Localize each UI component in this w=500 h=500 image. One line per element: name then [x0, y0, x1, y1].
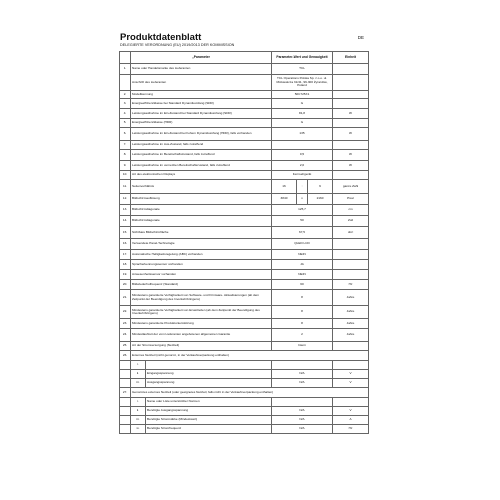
row-parameter: Art des elektronischen Displays — [131, 171, 272, 180]
row-parameter: Sichtbare Bildschirmfläche — [131, 227, 272, 239]
row-parameter: Bildwiederholfrequenz (Standard) — [131, 280, 272, 290]
table-row — [120, 150, 369, 161]
sub-parameter: Name oder Liste unterstützter Normen — [146, 398, 272, 407]
sub-number: iv. — [131, 425, 146, 434]
row-parameter: Automatische Helligkeitsregelung (ABC) vorhanden — [131, 250, 272, 260]
row-value: Intern — [272, 342, 333, 351]
sub-parameter: Ausgangsspannung — [146, 379, 272, 388]
row-value: JA — [272, 260, 333, 270]
table-row — [120, 91, 369, 99]
sub-unit: V — [333, 379, 369, 388]
sub-parameter: Eingangsspannung — [146, 370, 272, 379]
table-row — [120, 128, 369, 141]
row-number: 2. — [120, 91, 131, 99]
row-number: 10. — [120, 171, 131, 180]
table-row — [120, 290, 369, 306]
table-row — [120, 216, 369, 227]
row-number: 6. — [120, 128, 131, 141]
table-row — [120, 270, 369, 280]
row-number-empty — [120, 370, 131, 379]
row-value-b: 2160 — [308, 194, 333, 205]
table-row — [120, 260, 369, 270]
row-unit: dm² — [333, 227, 369, 239]
row-value: 125,7 — [272, 205, 333, 216]
row-number — [120, 75, 131, 91]
sub-number: ii. — [131, 370, 146, 379]
row-value: NEIN — [272, 250, 333, 260]
row-value: 50C725X1 — [272, 91, 333, 99]
row-number: 22. — [120, 306, 131, 319]
language-code: DE — [357, 35, 364, 40]
table-row — [120, 342, 369, 351]
product-data-sheet — [115, 29, 370, 475]
sub-unit — [333, 398, 369, 407]
row-parameter: Leistungsaufnahme im Bereitschaftszustand, falls zutreffend — [131, 150, 272, 161]
row-value: 8 — [272, 306, 333, 319]
row-unit — [333, 64, 369, 75]
row-value: TCL Operations Polska Sp. z o.o. ul. Mickiewicza 31/41, 96-300 Żyrardów, Poland — [272, 75, 333, 91]
sub-value: N/A — [272, 407, 333, 416]
table-row — [120, 398, 369, 407]
table-row — [120, 361, 369, 370]
row-number: 13. — [120, 205, 131, 216]
row-number-empty — [120, 416, 131, 425]
row-number: 24. — [120, 329, 131, 342]
row-parameter: Energieeffizienzklasse (HDR) — [131, 119, 272, 128]
sub-unit: V — [333, 407, 369, 416]
row-number: 14. — [120, 216, 131, 227]
table-row — [120, 205, 369, 216]
sub-number: iii. — [131, 379, 146, 388]
row-value: 81,8 — [272, 109, 333, 119]
row-unit: Hz — [333, 280, 369, 290]
row-parameter: Mindestlaufzeit der vom Lieferanten angebotenen allgemeinen Garantie — [131, 329, 272, 342]
row-value: NEIN — [272, 270, 333, 280]
row-number: 12. — [120, 194, 131, 205]
row-unit — [333, 260, 369, 270]
header-value: Parameter-Wert und Genauigkeit — [272, 52, 333, 64]
row-unit: Jahre — [333, 329, 369, 342]
table-row — [120, 141, 369, 150]
row-value-sep: : — [297, 180, 308, 194]
row-value: 0,5 — [272, 150, 333, 161]
section-row — [120, 351, 369, 361]
row-value: 135 — [272, 128, 333, 141]
sub-parameter: Benötigte Stromfrequenz — [146, 425, 272, 434]
table-row — [120, 370, 369, 379]
table-row — [120, 227, 369, 239]
row-number: 8. — [120, 150, 131, 161]
row-parameter: Leistungsaufnahme im vernetzten Bereitschaftszustand, falls zutreffend — [131, 161, 272, 171]
row-value — [272, 141, 333, 150]
header-number-cell — [120, 52, 131, 64]
row-parameter: Energieeffizienzklasse bei Standard Dynamikumfang (SDR) — [131, 99, 272, 109]
section-title: Genormtes externes Netzteil (oder geeignetes Netzteil, falls nicht in der Verkaufsverpackung enthalten) — [131, 388, 369, 398]
table-row — [120, 379, 369, 388]
row-value: G — [272, 99, 333, 109]
row-number: 1. — [120, 64, 131, 75]
row-unit: ganze Zahl — [333, 180, 369, 194]
row-number-empty — [120, 361, 131, 370]
row-unit: cm — [333, 205, 369, 216]
row-parameter: Mindestens garantierte Verfügbarkeit von Software- und Firmware- Aktualisierungen (ab dem Zeitpunkt der Beendigung des Inverkehrbringens) — [131, 290, 272, 306]
parameter-table — [119, 51, 369, 434]
table-row — [120, 194, 369, 205]
table-row — [120, 329, 369, 342]
table-row — [120, 99, 369, 109]
sub-unit: V — [333, 370, 369, 379]
row-number-empty — [120, 398, 131, 407]
row-parameter: Art der Stromversorgung (Netzteil) — [131, 342, 272, 351]
row-unit: W — [333, 128, 369, 141]
table-row — [120, 319, 369, 329]
row-parameter: Bildschirmdiagonale — [131, 216, 272, 227]
row-unit: W — [333, 150, 369, 161]
row-parameter: Mindestens garantierte Verfügbarkeit von Ersatzteilen (ab dem Zeitpunkt der Beendigung des Inverkehrbringens) — [131, 306, 272, 319]
row-number: 15. — [120, 227, 131, 239]
row-number-empty — [120, 379, 131, 388]
row-unit — [333, 119, 369, 128]
table-row — [120, 407, 369, 416]
row-parameter: Anwesenheitssensor vorhanden — [131, 270, 272, 280]
row-value: 8 — [272, 319, 333, 329]
row-value: 67,5 — [272, 227, 333, 239]
row-value: TCL — [272, 64, 333, 75]
row-parameter: Leistungsaufnahme im Aus-Zustand, falls zutreffend — [131, 141, 272, 150]
row-value: 8 — [272, 290, 333, 306]
row-value-sep: x — [297, 194, 308, 205]
table-row — [120, 119, 369, 128]
table-header-row — [120, 52, 369, 64]
row-value-a: 16 — [272, 180, 297, 194]
sub-number: ii. — [131, 407, 146, 416]
row-value: 2 — [272, 329, 333, 342]
row-parameter: Modellkennung — [131, 91, 272, 99]
row-number: 7. — [120, 141, 131, 150]
table-row — [120, 64, 369, 75]
row-unit: Pixel — [333, 194, 369, 205]
row-value: Fernsehgerät — [272, 171, 333, 180]
row-value-b: 9 — [308, 180, 333, 194]
row-number-empty — [120, 407, 131, 416]
row-number: 25. — [120, 342, 131, 351]
table-row — [120, 180, 369, 194]
row-number: 16. — [120, 239, 131, 250]
row-number: 11. — [120, 180, 131, 194]
row-value: 50 — [272, 216, 333, 227]
row-value: 2,0 — [272, 161, 333, 171]
sub-unit: A — [333, 416, 369, 425]
sub-unit: Hz — [333, 425, 369, 434]
sub-value — [272, 361, 333, 370]
row-number: 4. — [120, 109, 131, 119]
row-unit: W — [333, 109, 369, 119]
row-number-empty — [120, 425, 131, 434]
table-row — [120, 109, 369, 119]
regulation-subtitle: DELEGIERTE VERORDNUNG (EU) 2019/2013 DER KOMMISSION — [120, 43, 235, 47]
row-unit — [333, 91, 369, 99]
row-unit — [333, 141, 369, 150]
row-unit: W — [333, 161, 369, 171]
row-unit: Jahre — [333, 319, 369, 329]
sub-unit — [333, 361, 369, 370]
row-parameter: Name oder Handelsmarke des Lieferanten — [131, 64, 272, 75]
table-row — [120, 239, 369, 250]
row-number: 21. — [120, 290, 131, 306]
table-row — [120, 416, 369, 425]
sub-value — [272, 398, 333, 407]
row-number: 5. — [120, 119, 131, 128]
row-unit — [333, 99, 369, 109]
row-parameter: Bildschirmdiagonale — [131, 205, 272, 216]
row-number: 19. — [120, 270, 131, 280]
section-row — [120, 388, 369, 398]
row-parameter: Verwendete Panel-Technologie — [131, 239, 272, 250]
row-parameter: Spracherkennungssensor vorhanden — [131, 260, 272, 270]
table-row — [120, 161, 369, 171]
row-number: 17. — [120, 250, 131, 260]
row-number: 9. — [120, 161, 131, 171]
table-row — [120, 425, 369, 434]
row-unit — [333, 270, 369, 280]
row-parameter: Bildschirmauflösung — [131, 194, 272, 205]
sub-value: N/A — [272, 379, 333, 388]
table-row — [120, 250, 369, 260]
row-parameter: Leistungsaufnahme im Ein-Zustand bei Standard Dynamikumfang (SDR) — [131, 109, 272, 119]
row-parameter: Anschrift des Lieferanten — [131, 75, 272, 91]
sub-parameter: Benötigte Stromstärke (Mindestwert) — [146, 416, 272, 425]
row-unit — [333, 171, 369, 180]
sheet-title: Produktdatenblatt — [120, 32, 202, 43]
row-value: G — [272, 119, 333, 128]
row-unit — [333, 75, 369, 91]
row-number: 23. — [120, 319, 131, 329]
section-number: 26. — [120, 351, 131, 361]
row-unit: Zoll — [333, 216, 369, 227]
row-number: 3. — [120, 99, 131, 109]
table-row — [120, 306, 369, 319]
sub-parameter: Benötigte Ausgangsspannung — [146, 407, 272, 416]
header-parameter: „Parameter — [131, 52, 272, 64]
row-unit — [333, 250, 369, 260]
header-unit: Einheit — [333, 52, 369, 64]
row-parameter: Mindestens garantierte Produktunterstützung — [131, 319, 272, 329]
row-parameter: Seitenverhältnis — [131, 180, 272, 194]
row-value-a: 3840 — [272, 194, 297, 205]
row-unit: Jahre — [333, 306, 369, 319]
row-unit — [333, 239, 369, 250]
row-parameter: Leistungsaufnahme im Ein-Zustand bei hohem Dynamikumfang (HDR), falls vorhanden — [131, 128, 272, 141]
row-value: 60 — [272, 280, 333, 290]
table-row — [120, 171, 369, 180]
row-unit — [333, 342, 369, 351]
row-value: QLED LCD — [272, 239, 333, 250]
section-title: Externes Netzteil (nicht genormt, in der Verkaufsverpackung enthalten) — [131, 351, 369, 361]
row-number: 20. — [120, 280, 131, 290]
sub-value: N/A — [272, 416, 333, 425]
sub-value: N/A — [272, 425, 333, 434]
sub-value: N/A — [272, 370, 333, 379]
sub-number: i. — [131, 398, 146, 407]
sub-number: iii. — [131, 416, 146, 425]
row-unit: Jahre — [333, 290, 369, 306]
sub-number: i. — [131, 361, 146, 370]
table-row — [120, 75, 369, 91]
section-number: 27. — [120, 388, 131, 398]
row-number: 18. — [120, 260, 131, 270]
table-row — [120, 280, 369, 290]
sub-parameter — [146, 361, 272, 370]
